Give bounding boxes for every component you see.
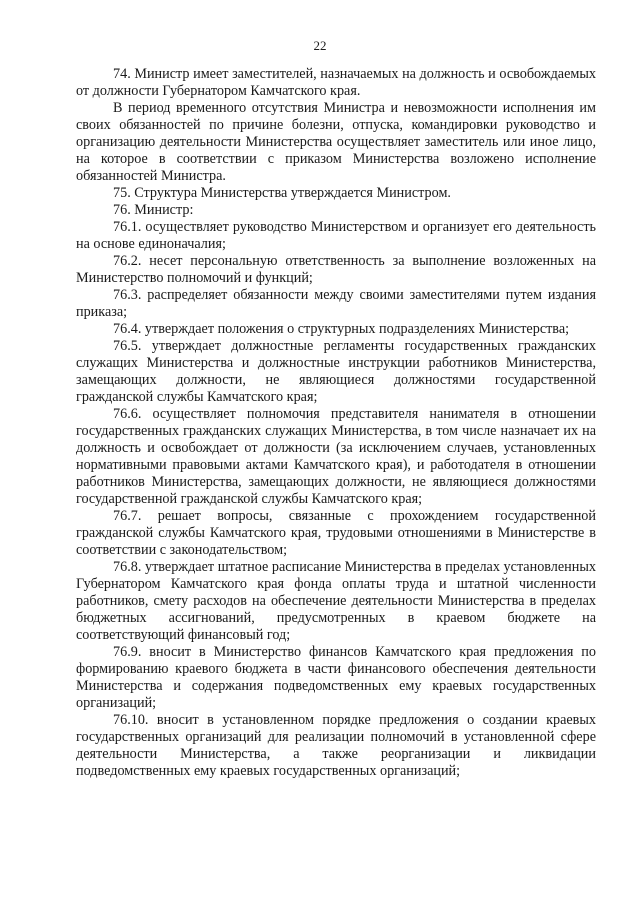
paragraph-74: 74. Министр имеет заместителей, назначаемых на должность и освобождаемых от должности Губернатором Камчатского края.	[76, 66, 596, 99]
paragraph-74-temporary-absence: В период временного отсутствия Министра и невозможности исполнения им своих обязанностей по причине болезни, отпуска, командировки руководство и организацию деятельности Министерства осуществляет заместитель или иное лицо, на которое в соответствии с приказом Министерства возложено исполнение обязанностей Министра.	[76, 100, 596, 184]
paragraph-76-3: 76.3. распределяет обязанности между своими заместителями путем издания приказа;	[76, 287, 596, 320]
paragraph-76-7: 76.7. решает вопросы, связанные с прохождением государственной гражданской службы Камчатского края, трудовыми отношениями в Министерстве в соответствии с законодательством;	[76, 508, 596, 558]
paragraph-76-4: 76.4. утверждает положения о структурных подразделениях Министерства;	[113, 321, 570, 337]
paragraph-76-1: 76.1. осуществляет руководство Министерством и организует его деятельность на основе единоначалия;	[76, 219, 596, 252]
paragraph-76-9: 76.9. вносит в Министерство финансов Камчатского края предложения по формированию краевого бюджета в части финансового обеспечения деятельности Министерства и содержания подведомственных ему краевых государственных организаций;	[76, 644, 596, 711]
paragraph-76-2: 76.2. несет персональную ответственность за выполнение возложенных на Министерство полномочий и функций;	[76, 253, 596, 286]
paragraph-76-8: 76.8. утверждает штатное расписание Министерства в пределах установленных Губернатором Камчатского края фонда оплаты труда и штатной численности работников, смету расходов на обеспечение деятельности Министерства в пределах бюджетных ассигнований, предусмотренных в краевом бюджете на соответствующий финансовый год;	[76, 559, 596, 643]
paragraph-76-10: 76.10. вносит в установленном порядке предложения о создании краевых государственных организаций для реализации полномочий в установленной сфере деятельности Министерства, а также реорганизации и ликвидации подведомственных ему краевых государственных организаций;	[76, 712, 596, 779]
page-number: 22	[313, 38, 327, 53]
paragraph-75: 75. Структура Министерства утверждается Министром.	[113, 185, 451, 201]
paragraph-76-5: 76.5. утверждает должностные регламенты государственных гражданских служащих Министерства и должностные инструкции работников Министерства, замещающих должности, не являющиеся должностями государственной гражданской службы Камчатского края;	[76, 338, 596, 405]
paragraph-76-6: 76.6. осуществляет полномочия представителя нанимателя в отношении государственных гражданских служащих Министерства, в том числе назначает их на должность и освобождает от должности (за исключением случаев, установленных нормативными правовыми актами Камчатского края), и работодателя в отношении работников Министерства, замещающих должности, не являющиеся должностями государственной гражданской службы Камчатского края;	[76, 406, 596, 507]
document-body	[76, 66, 596, 780]
paragraph-76: 76. Министр:	[113, 202, 194, 218]
